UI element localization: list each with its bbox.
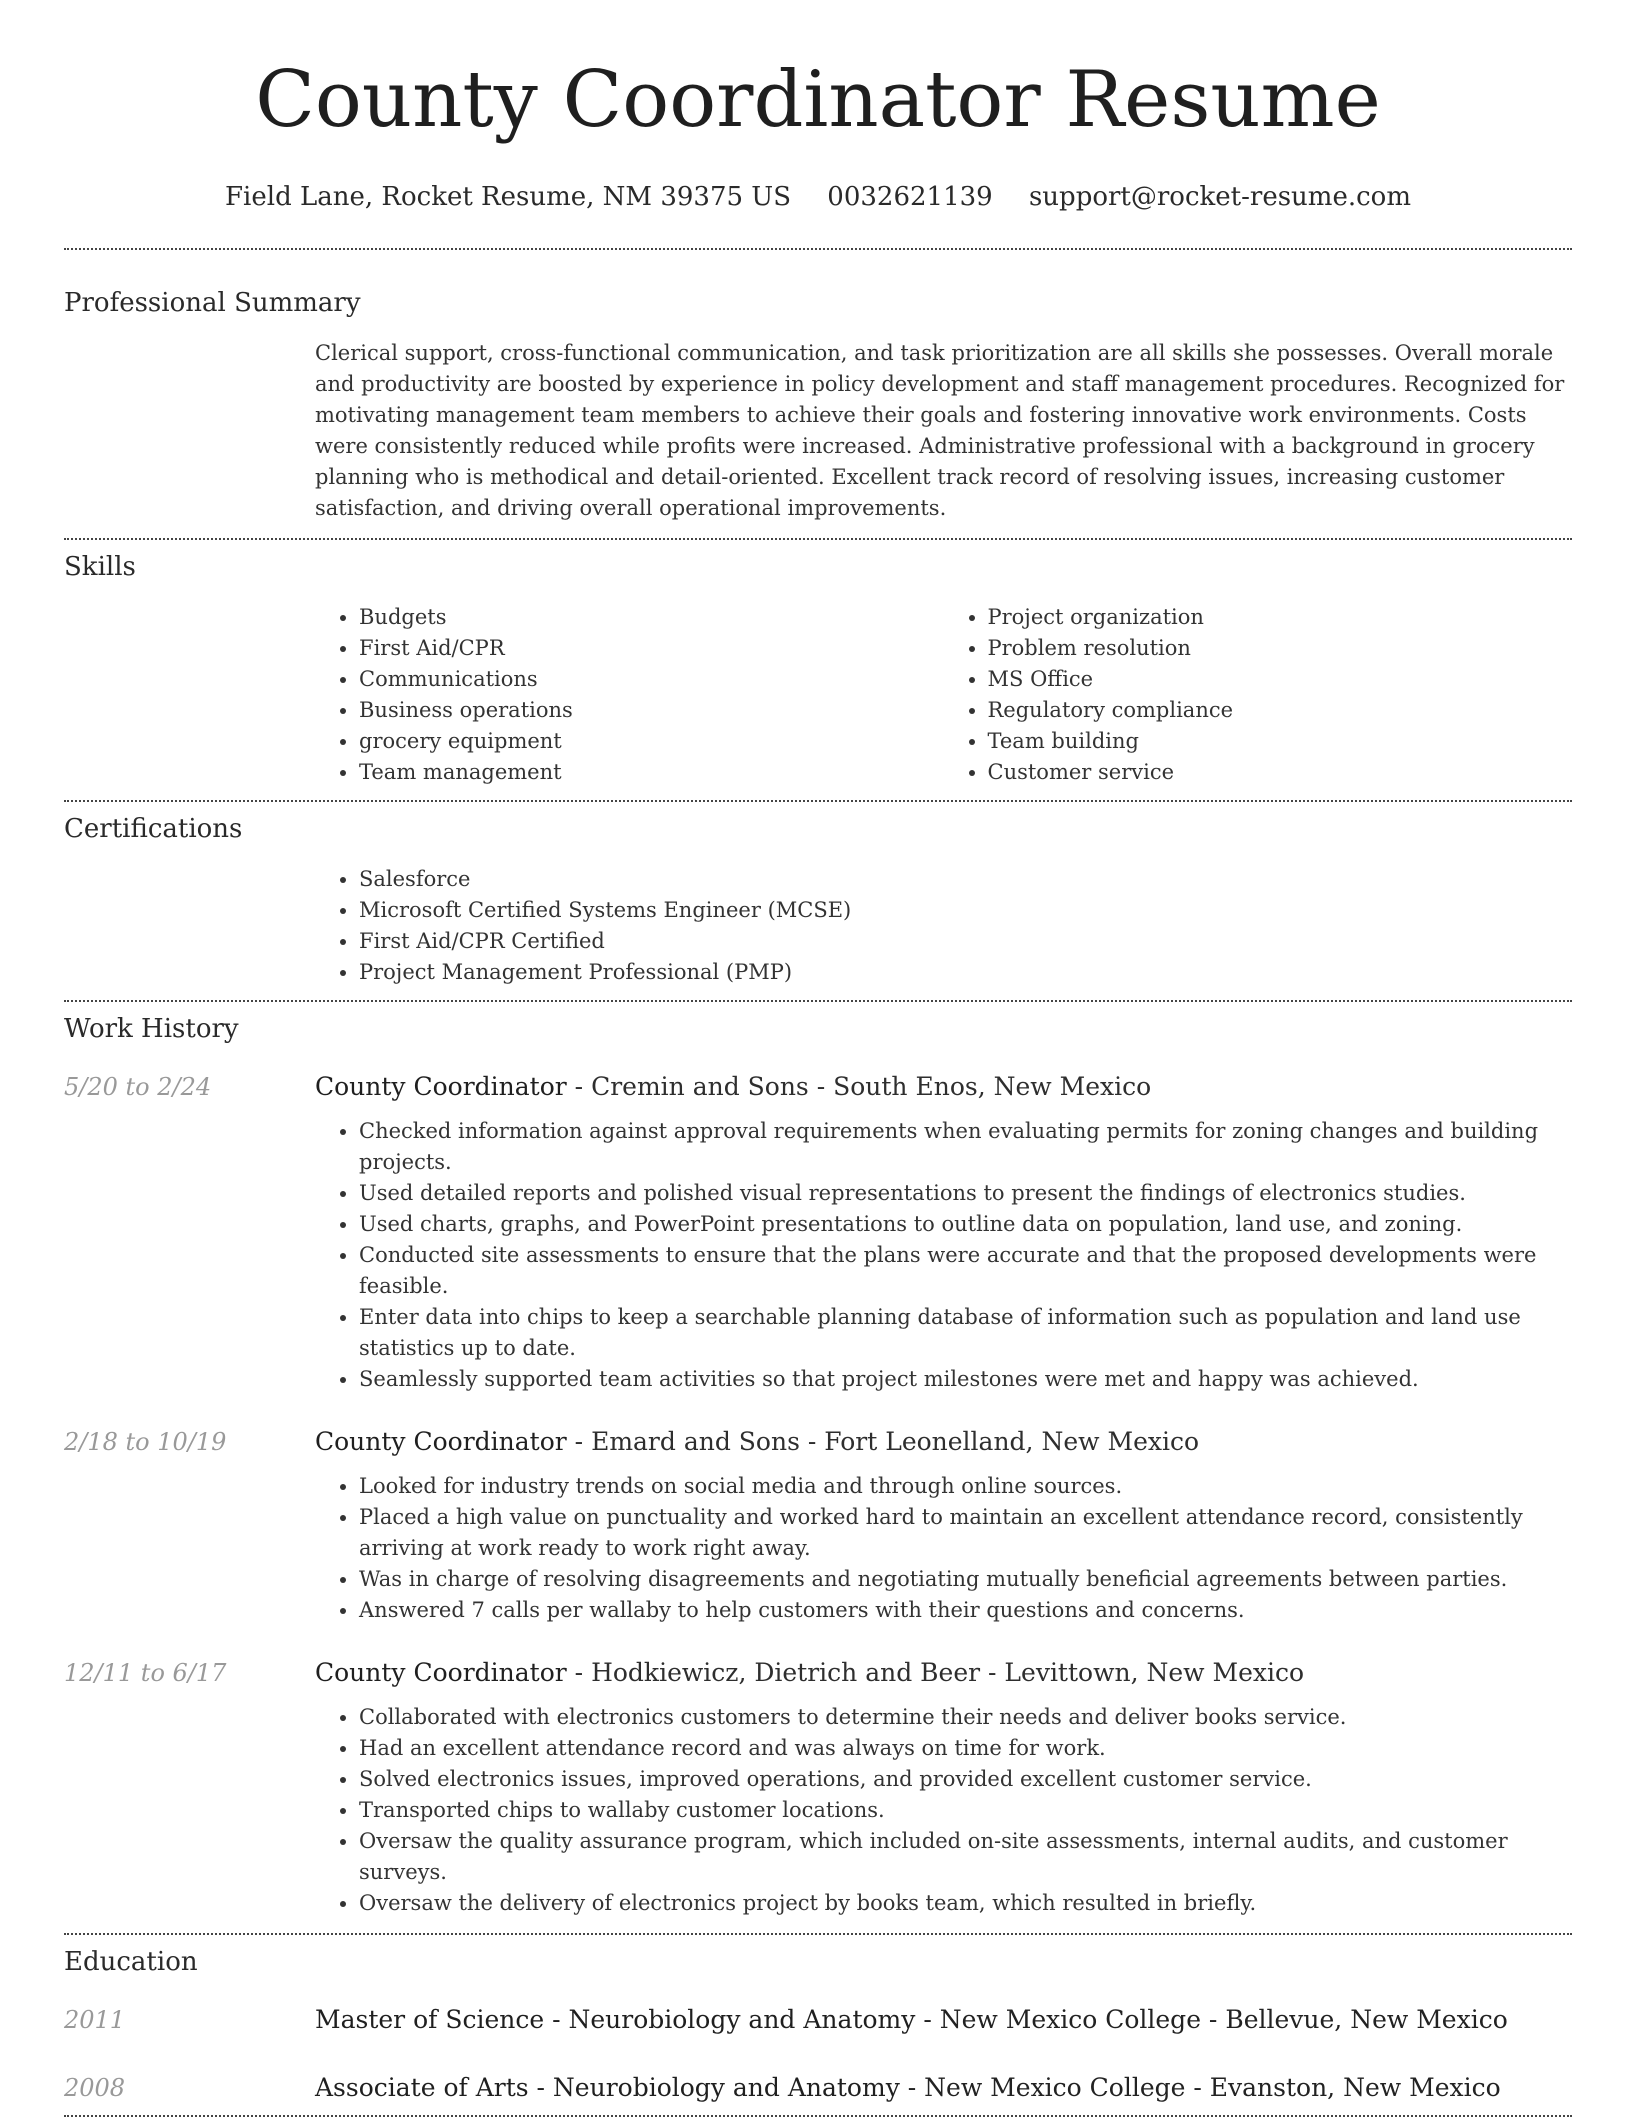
skill-item: • Project organization <box>988 602 1573 633</box>
education-school: - New Mexico College - Bellevue, New Mexico <box>915 2005 1508 2034</box>
job-bullet: • Had an excellent attendance record and was always on time for work. <box>359 1733 1572 1764</box>
skill-item: • grocery equipment <box>359 726 944 757</box>
job-bullet: • Conducted site assessments to ensure that the plans were accurate and that the proposed developments were feasible. <box>359 1240 1572 1302</box>
education-entry <box>64 2003 1572 2037</box>
skill-item: • Budgets <box>359 602 944 633</box>
job-bullets <box>315 1116 1572 1395</box>
section-divider <box>64 800 1572 802</box>
skill-item: • Customer service <box>988 757 1573 788</box>
resume-page <box>64 0 1572 2117</box>
job-employer: - Emard and Sons - Fort Leonelland, New Mexico <box>566 1427 1200 1456</box>
certification-item: • First Aid/CPR Certified <box>359 926 1572 957</box>
section-divider <box>64 538 1572 540</box>
education-section <box>64 1945 1572 2105</box>
summary-text: Clerical support, cross-functional communication, and task prioritization are all skills she possesses. Overall morale and productivity are boosted by experience in policy development and staff management procedures. Recognized for motivating management team members to achieve their goals and fostering innovative work environments. Costs were consistently reduced while profits were increased. Administrative professional with a background in grocery planning who is methodical and detail-oriented. Excellent track record of resolving issues, increasing customer satisfaction, and driving overall operational improvements. <box>315 341 1565 520</box>
education-title <box>315 2003 1508 2037</box>
summary-section <box>64 286 1572 524</box>
section-divider <box>64 248 1572 250</box>
education-entry <box>64 2071 1572 2105</box>
education-year: 2011 <box>64 2006 126 2034</box>
skill-item: • First Aid/CPR <box>359 633 944 664</box>
section-title-education: Education <box>64 1947 198 1977</box>
contact-line <box>64 180 1572 214</box>
job-bullet: • Transported chips to wallaby customer locations. <box>359 1795 1572 1826</box>
education-title <box>315 2071 1501 2105</box>
summary-body <box>315 338 1572 524</box>
skill-item: • Problem resolution <box>988 633 1573 664</box>
skills-list <box>315 602 1572 788</box>
resume-header <box>64 0 1572 214</box>
job-bullet: • Used detailed reports and polished visual representations to present the findings of electronics studies. <box>359 1178 1572 1209</box>
section-divider <box>64 1933 1572 1935</box>
job-role: County Coordinator <box>315 1427 567 1456</box>
job-bullet: • Placed a high value on punctuality and worked hard to maintain an excellent attendance record, consistently arriving at work ready to work right away. <box>359 1502 1572 1564</box>
job-bullets <box>315 1702 1572 1919</box>
education-school: - New Mexico College - Evanston, New Mexico <box>899 2073 1501 2102</box>
job-dates: 5/20 to 2/24 <box>64 1073 212 1101</box>
skill-item: • Team building <box>988 726 1573 757</box>
job-bullet: • Oversaw the quality assurance program, which included on-site assessments, internal audits, and customer surveys. <box>359 1826 1572 1888</box>
job-role: County Coordinator <box>315 1072 567 1101</box>
job-dates: 12/11 to 6/17 <box>64 1659 227 1687</box>
certifications-section <box>64 812 1572 988</box>
certifications-list <box>315 864 1572 988</box>
job-bullet: • Enter data into chips to keep a searchable planning database of information such as population and land use statistics up to date. <box>359 1302 1572 1364</box>
education-year: 2008 <box>64 2074 126 2102</box>
section-title-skills: Skills <box>64 552 136 582</box>
job-body <box>315 1656 1572 1919</box>
job-title <box>315 1070 1572 1104</box>
skills-column-left <box>315 602 944 788</box>
resume-title: County Coordinator Resume <box>255 55 1381 145</box>
education-degree: Associate of Arts - Neurobiology and Anatomy <box>315 2073 900 2102</box>
job-body <box>315 1425 1572 1626</box>
section-title-certifications: Certifications <box>64 814 243 844</box>
job-dates: 2/18 to 10/19 <box>64 1428 227 1456</box>
job-employer: - Hodkiewicz, Dietrich and Beer - Levittown, New Mexico <box>566 1658 1305 1687</box>
skill-item: • MS Office <box>988 664 1573 695</box>
skills-column-right <box>944 602 1573 788</box>
job-title <box>315 1425 1572 1459</box>
job-bullet: • Used charts, graphs, and PowerPoint presentations to outline data on population, land use, and zoning. <box>359 1209 1572 1240</box>
skill-item: • Regulatory compliance <box>988 695 1573 726</box>
job-bullet: • Looked for industry trends on social media and through online sources. <box>359 1471 1572 1502</box>
section-title-work-history: Work History <box>64 1014 239 1044</box>
certification-item: • Microsoft Certified Systems Engineer (MCSE) <box>359 895 1572 926</box>
skill-item: • Communications <box>359 664 944 695</box>
job-employer: - Cremin and Sons - South Enos, New Mexico <box>566 1072 1152 1101</box>
job-bullet: • Solved electronics issues, improved operations, and provided excellent customer service. <box>359 1764 1572 1795</box>
job-bullet: • Seamlessly supported team activities so that project milestones were met and happy was achieved. <box>359 1364 1572 1395</box>
skill-item: • Business operations <box>359 695 944 726</box>
contact-email[interactable]: support@rocket-resume.com <box>1028 182 1411 212</box>
job-entry <box>64 1425 1572 1626</box>
job-bullet: • Was in charge of resolving disagreements and negotiating mutually beneficial agreements between parties. <box>359 1564 1572 1595</box>
job-title <box>315 1656 1572 1690</box>
job-bullets <box>315 1471 1572 1626</box>
job-bullet: • Answered 7 calls per wallaby to help customers with their questions and concerns. <box>359 1595 1572 1626</box>
skill-item: • Team management <box>359 757 944 788</box>
work-history-section <box>64 1012 1572 1919</box>
job-bullet: • Checked information against approval requirements when evaluating permits for zoning changes and building projects. <box>359 1116 1572 1178</box>
certification-item: • Salesforce <box>359 864 1572 895</box>
section-title-summary: Professional Summary <box>64 288 361 318</box>
job-entry <box>64 1656 1572 1919</box>
contact-phone: 0032621139 <box>827 182 993 212</box>
job-bullet: • Collaborated with electronics customers to determine their needs and deliver books service. <box>359 1702 1572 1733</box>
job-body <box>315 1070 1572 1395</box>
contact-address: Field Lane, Rocket Resume, NM 39375 US <box>225 182 792 212</box>
job-bullet: • Oversaw the delivery of electronics project by books team, which resulted in briefly. <box>359 1888 1572 1919</box>
skills-section <box>64 550 1572 788</box>
certifications-bullets <box>315 864 1572 988</box>
section-divider <box>64 1000 1572 1002</box>
certification-item: • Project Management Professional (PMP) <box>359 957 1572 988</box>
job-role: County Coordinator <box>315 1658 567 1687</box>
education-degree: Master of Science - Neurobiology and Anatomy <box>315 2005 916 2034</box>
job-entry <box>64 1070 1572 1395</box>
